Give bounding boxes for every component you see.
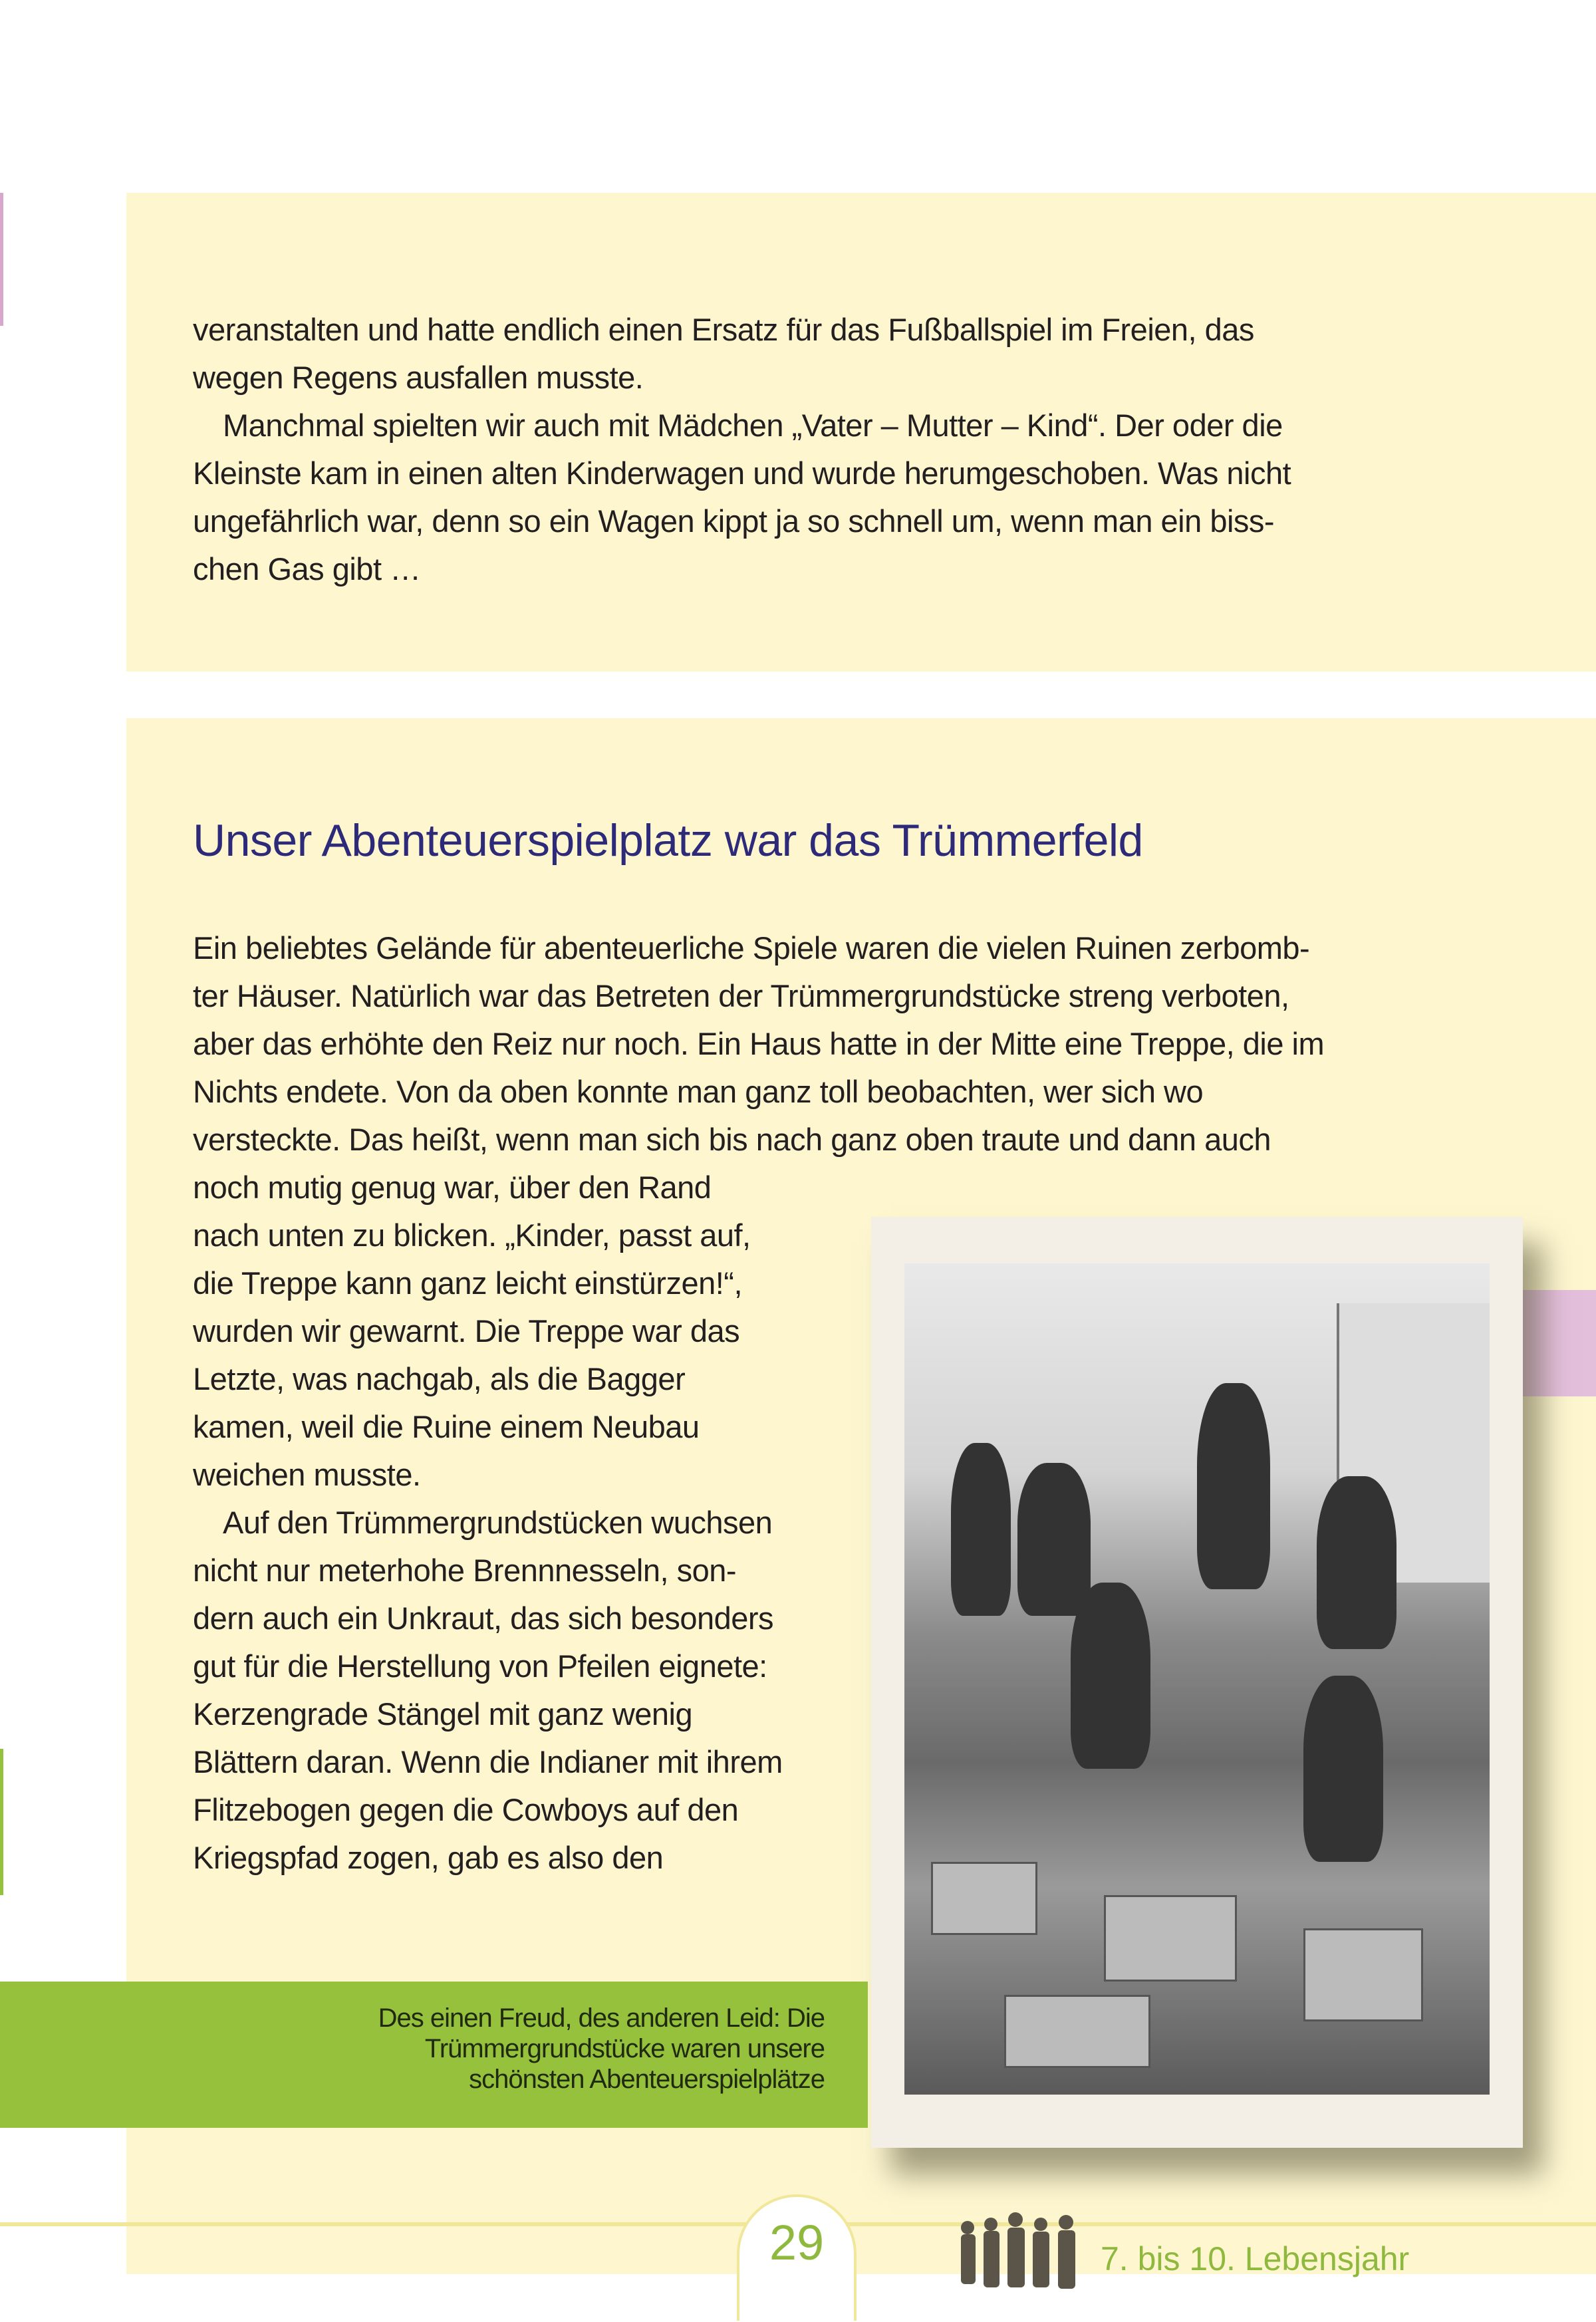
left-edge-marker <box>0 193 3 326</box>
text-line: chen Gas gibt … <box>193 551 421 586</box>
text-line: wegen Regens ausfallen musste. <box>193 360 644 395</box>
text-line: ter Häuser. Natürlich war das Betreten der Trümmergrundstücke streng verboten, <box>193 978 1289 1013</box>
text-line: Kleinste kam in einen alten Kinderwagen und wurde herumgeschoben. Was nicht <box>193 455 1291 491</box>
section-heading: Unser Abenteuerspielplatz war das Trümmerfeld <box>193 815 1143 866</box>
text-line: dern auch ein Unkraut, das sich besonders <box>193 1601 774 1636</box>
children-group-icon <box>954 2208 1091 2294</box>
text-line: noch mutig genug war, über den Rand <box>193 1170 712 1205</box>
page-number: 29 <box>769 2215 825 2270</box>
text-line: die Treppe kann ganz leicht einstürzen!“, <box>193 1265 743 1301</box>
text-line: Auf den Trümmergrundstücken wuchsen <box>223 1505 773 1540</box>
text-line: wurden wir gewarnt. Die Treppe war das <box>193 1313 740 1349</box>
photo-frame <box>871 1217 1523 2148</box>
text-line: aber das erhöhte den Reiz nur noch. Ein Haus hatte in der Mitte eine Treppe, die im <box>193 1026 1325 1061</box>
text-line: Kriegspfad zogen, gab es also den <box>193 1840 664 1875</box>
text-line: Nichts endete. Von da oben konnte man ganz toll beobachten, wer sich wo <box>193 1074 1204 1109</box>
text-line: Trümmergrundstücke waren unsere <box>424 2034 825 2063</box>
photo-caption <box>378 2003 825 2095</box>
text-line: veranstalten und hatte endlich einen Ersatz für das Fußballspiel im Freien, das <box>193 312 1254 347</box>
text-line: nach unten zu blicken. „Kinder, passt auf, <box>193 1218 751 1253</box>
photo-children-on-ruins <box>904 1263 1490 2095</box>
paragraph-top <box>193 306 1291 593</box>
text-line: gut für die Herstellung von Pfeilen eignete: <box>193 1648 767 1684</box>
text-line: kamen, weil die Ruine einem Neubau <box>193 1409 700 1444</box>
text-line: Letzte, was nachgab, als die Bagger <box>193 1361 686 1396</box>
text-line: schönsten Abenteuerspielplätze <box>469 2065 825 2094</box>
text-line: ungefährlich war, denn so ein Wagen kippt ja so schnell um, wenn man ein biss- <box>193 503 1275 539</box>
text-line: Ein beliebtes Gelände für abenteuerliche Spiele waren die vielen Ruinen zerbomb- <box>193 930 1310 966</box>
left-edge-marker <box>0 1749 3 1895</box>
text-line: versteckte. Das heißt, wenn man sich bis nach ganz oben traute und dann auch <box>193 1122 1271 1157</box>
text-line: Blättern daran. Wenn die Indianer mit ihrem <box>193 1744 783 1779</box>
text-line: Kerzengrade Stängel mit ganz wenig <box>193 1696 693 1732</box>
text-line: nicht nur meterhohe Brennnesseln, son- <box>193 1553 737 1588</box>
section-label: 7. bis 10. Lebensjahr <box>1101 2240 1410 2277</box>
text-line: Manchmal spielten wir auch mit Mädchen „Vater – Mutter – Kind“. Der oder die <box>223 408 1283 443</box>
text-line: Flitzebogen gegen die Cowboys auf den <box>193 1792 739 1827</box>
text-line: Des einen Freud, des anderen Leid: Die <box>378 2003 825 2033</box>
text-line: weichen musste. <box>193 1457 421 1492</box>
